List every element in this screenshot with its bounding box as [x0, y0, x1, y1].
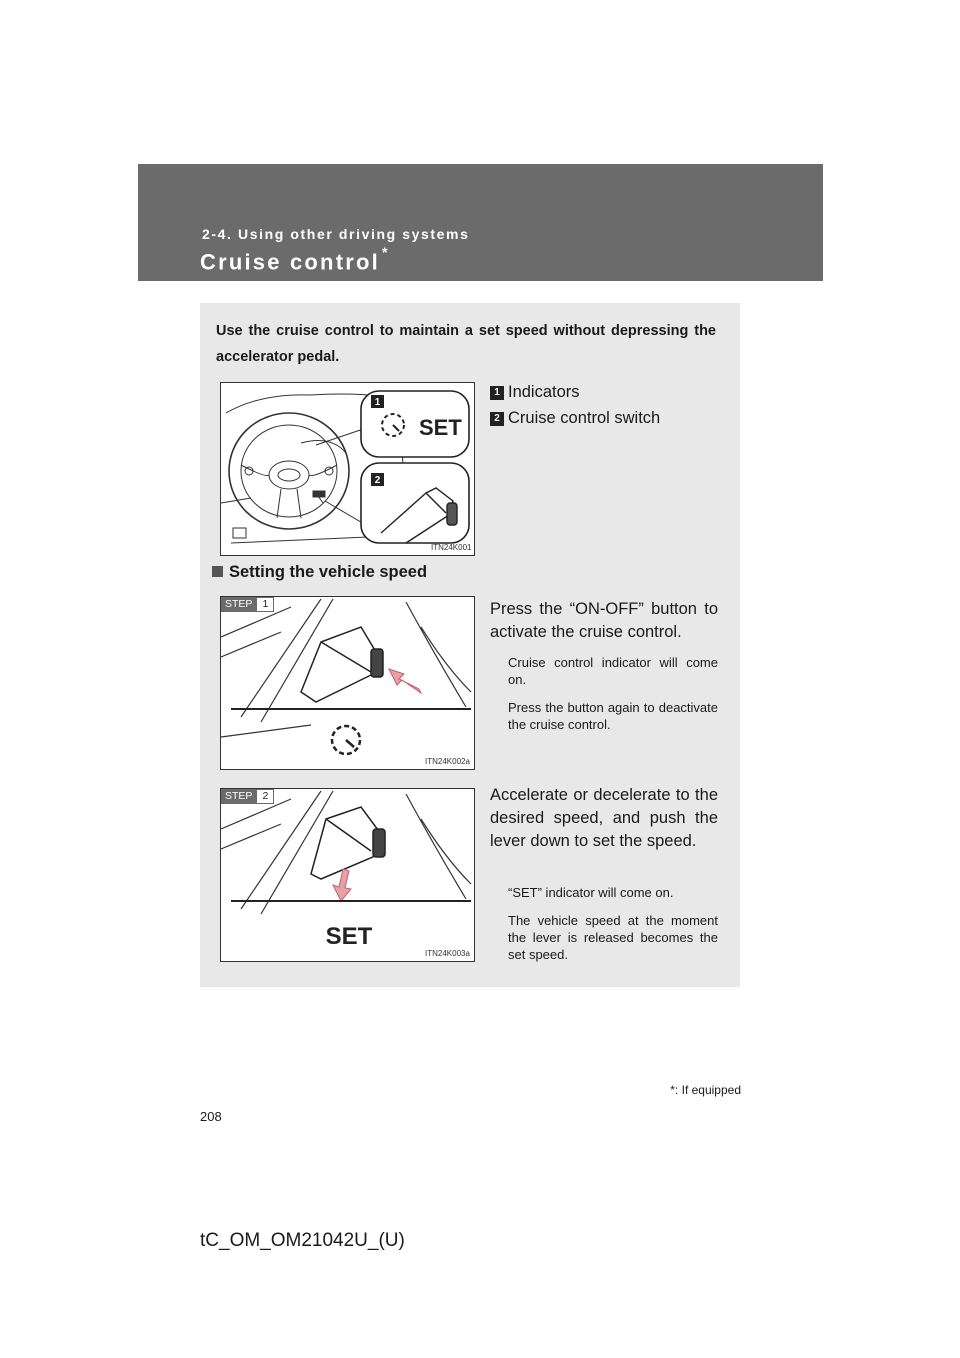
step-number: 1: [256, 597, 274, 612]
step-word: STEP: [221, 597, 256, 612]
step-word: STEP: [221, 789, 256, 804]
set-indicator-text: SET: [419, 415, 462, 440]
subheading: [212, 563, 427, 582]
intro-text: Use the cruise control to maintain a set speed without depressing the accelerator pedal.: [216, 323, 716, 365]
callout-1-label: 1: [374, 397, 381, 408]
document-code: tC_OM_OM21042U_(U): [200, 1230, 405, 1251]
step-tag: [221, 597, 274, 612]
dashboard-illustration: [221, 383, 475, 556]
step-2-figure: [220, 788, 475, 962]
page-title-text: Cruise control: [200, 249, 380, 275]
footnote: *: If equipped: [670, 1083, 741, 1097]
callout-2-label: 2: [374, 475, 381, 486]
legend-number: 2: [490, 412, 504, 426]
legend-label: Cruise control switch: [508, 409, 661, 427]
lever-push-down-illustration: [221, 789, 475, 962]
step-1-figure: [220, 596, 475, 770]
page-title: [200, 244, 390, 275]
step-1-note: Cruise control indicator will come on.: [508, 655, 718, 687]
step-tag: [221, 789, 274, 804]
step-2-note: “SET” indicator will come on.: [508, 885, 674, 900]
figure-code: ITN24K002a: [425, 757, 470, 766]
legend-number: 1: [490, 386, 504, 400]
step-1-instruction: Press the “ON-OFF” button to activate the cruise control.: [490, 600, 718, 641]
figure-code: ITN24K003a: [425, 949, 470, 958]
legend-item-switch: [490, 409, 660, 428]
equipped-mark: *: [381, 244, 390, 260]
section-header: [138, 164, 823, 281]
set-indicator-text: SET: [325, 923, 373, 950]
overview-figure: [220, 382, 475, 556]
section-label: 2-4. Using other driving systems: [202, 226, 470, 242]
subheading-text: Setting the vehicle speed: [229, 563, 428, 581]
figure-code: ITN24K001: [431, 543, 472, 552]
step-1-note: Press the button again to deactivate the cruise control.: [508, 700, 718, 732]
step-number: 2: [256, 789, 274, 804]
square-bullet-icon: [212, 566, 223, 577]
lever-press-illustration: [221, 597, 475, 770]
legend-item-indicators: [490, 383, 580, 402]
page-number: 208: [200, 1109, 222, 1124]
legend-label: Indicators: [508, 383, 580, 401]
step-2-instruction: Accelerate or decelerate to the desired speed, and push the lever down to set the speed.: [490, 786, 718, 850]
step-2-note: The vehicle speed at the moment the lever is released becomes the set speed.: [508, 913, 718, 962]
